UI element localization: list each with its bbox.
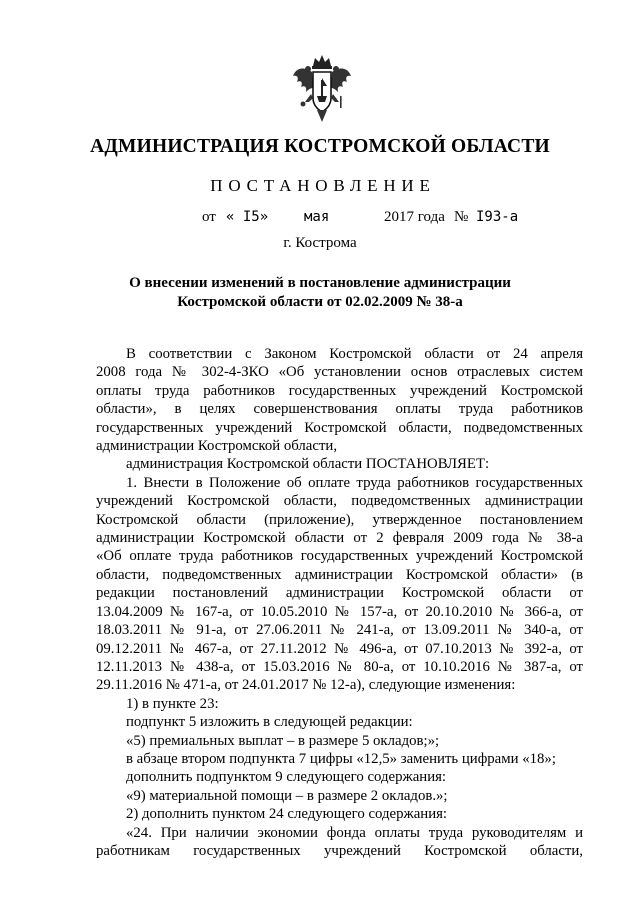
body-line: 1) в пункте 23:: [126, 695, 219, 712]
city: г. Кострома: [283, 235, 357, 251]
body-line: 2) дополнить пунктом 24 следующего содержания:: [126, 806, 448, 823]
organization-name: АДМИНИСТРАЦИЯ КОСТРОМСКОЙ ОБЛАСТИ: [90, 136, 550, 157]
body-line: области», в целях совершенствования оплаты труда работников: [96, 401, 583, 418]
document-number: I93-а: [476, 209, 519, 225]
body-line: редакции постановлений администрации Костромской области от: [96, 585, 583, 602]
body-line: 29.11.2016 № 471-а, от 24.01.2017 № 12-а), следующие изменения:: [96, 677, 516, 694]
body-line: работникам государственных учреждений Костромской области,: [96, 842, 583, 859]
body-line: «9) материальной помощи – в размере 2 окладов.»;: [126, 787, 448, 804]
body-line: подпункт 5 изложить в следующей редакции:: [126, 714, 413, 731]
body-line: оплаты труда работников государственных учреждений Костромской: [96, 382, 583, 399]
title-line: Костромской области от 02.02.2009 № 38-а: [177, 294, 463, 310]
number-sign: №: [454, 209, 469, 225]
title-line: О внесении изменений в постановление администрации: [129, 275, 511, 291]
date-prefix: от: [202, 209, 216, 225]
coat-of-arms-emblem: [291, 52, 353, 130]
date-number-line: [0, 208, 640, 230]
body-line: 18.03.2011 № 91-а, от 27.06.2011 № 241-а, от 13.09.2011 № 340-а, от: [96, 622, 583, 639]
date-day: « I5»: [226, 209, 269, 225]
body-line: «24. При наличии экономии фонда оплаты труда руководителям и: [126, 824, 583, 841]
body-line: государственных учреждений Костромской области, подведомственных: [96, 419, 583, 436]
body-line: «5) премиальных выплат – в размере 5 окладов;»;: [126, 732, 440, 749]
body-line: области, подведомственных администрации Костромской области» (в: [96, 566, 583, 583]
body-line: Костромской области (приложение), утвержденное постановлением: [96, 511, 583, 528]
body-line: в абзаце втором подпункта 7 цифры «12,5» заменить цифрами «18»;: [126, 750, 556, 767]
date-month: мая: [304, 209, 330, 225]
document-body: [96, 345, 583, 860]
document-title: [0, 274, 640, 312]
body-line: дополнить подпунктом 9 следующего содержания:: [126, 769, 447, 786]
body-line: «Об оплате труда работников государственных учреждений Костромской: [96, 548, 583, 565]
body-line: 12.11.2013 № 438-а, от 15.03.2016 № 80-а, от 10.10.2016 № 387-а, от: [96, 658, 583, 675]
document-type: ПОСТАНОВЛЕНИЕ: [210, 176, 436, 195]
body-line: учреждений Костромской области, подведомственных администрации: [96, 493, 583, 510]
body-line: администрации Костромской области от 2 февраля 2009 года № 38-а: [96, 530, 583, 547]
body-line: администрации Костромской области,: [96, 438, 338, 455]
body-line: 13.04.2009 № 167-а, от 10.05.2010 № 157-а, от 20.10.2010 № 366-а, от: [96, 603, 583, 620]
body-line: 2008 года № 302-4-ЗКО «Об установлении основ отраслевых систем: [96, 364, 583, 381]
body-line: 1. Внести в Положение об оплате труда работников государственных: [126, 474, 583, 491]
body-line: администрация Костромской области ПОСТАНОВЛЯЕТ:: [126, 456, 490, 473]
body-line: В соответствии с Законом Костромской области от 24 апреля: [126, 346, 583, 362]
date-year: 2017 года: [384, 209, 445, 225]
body-line: 09.12.2011 № 467-а, от 27.11.2012 № 496-а, от 07.10.2013 № 392-а, от: [96, 640, 583, 657]
